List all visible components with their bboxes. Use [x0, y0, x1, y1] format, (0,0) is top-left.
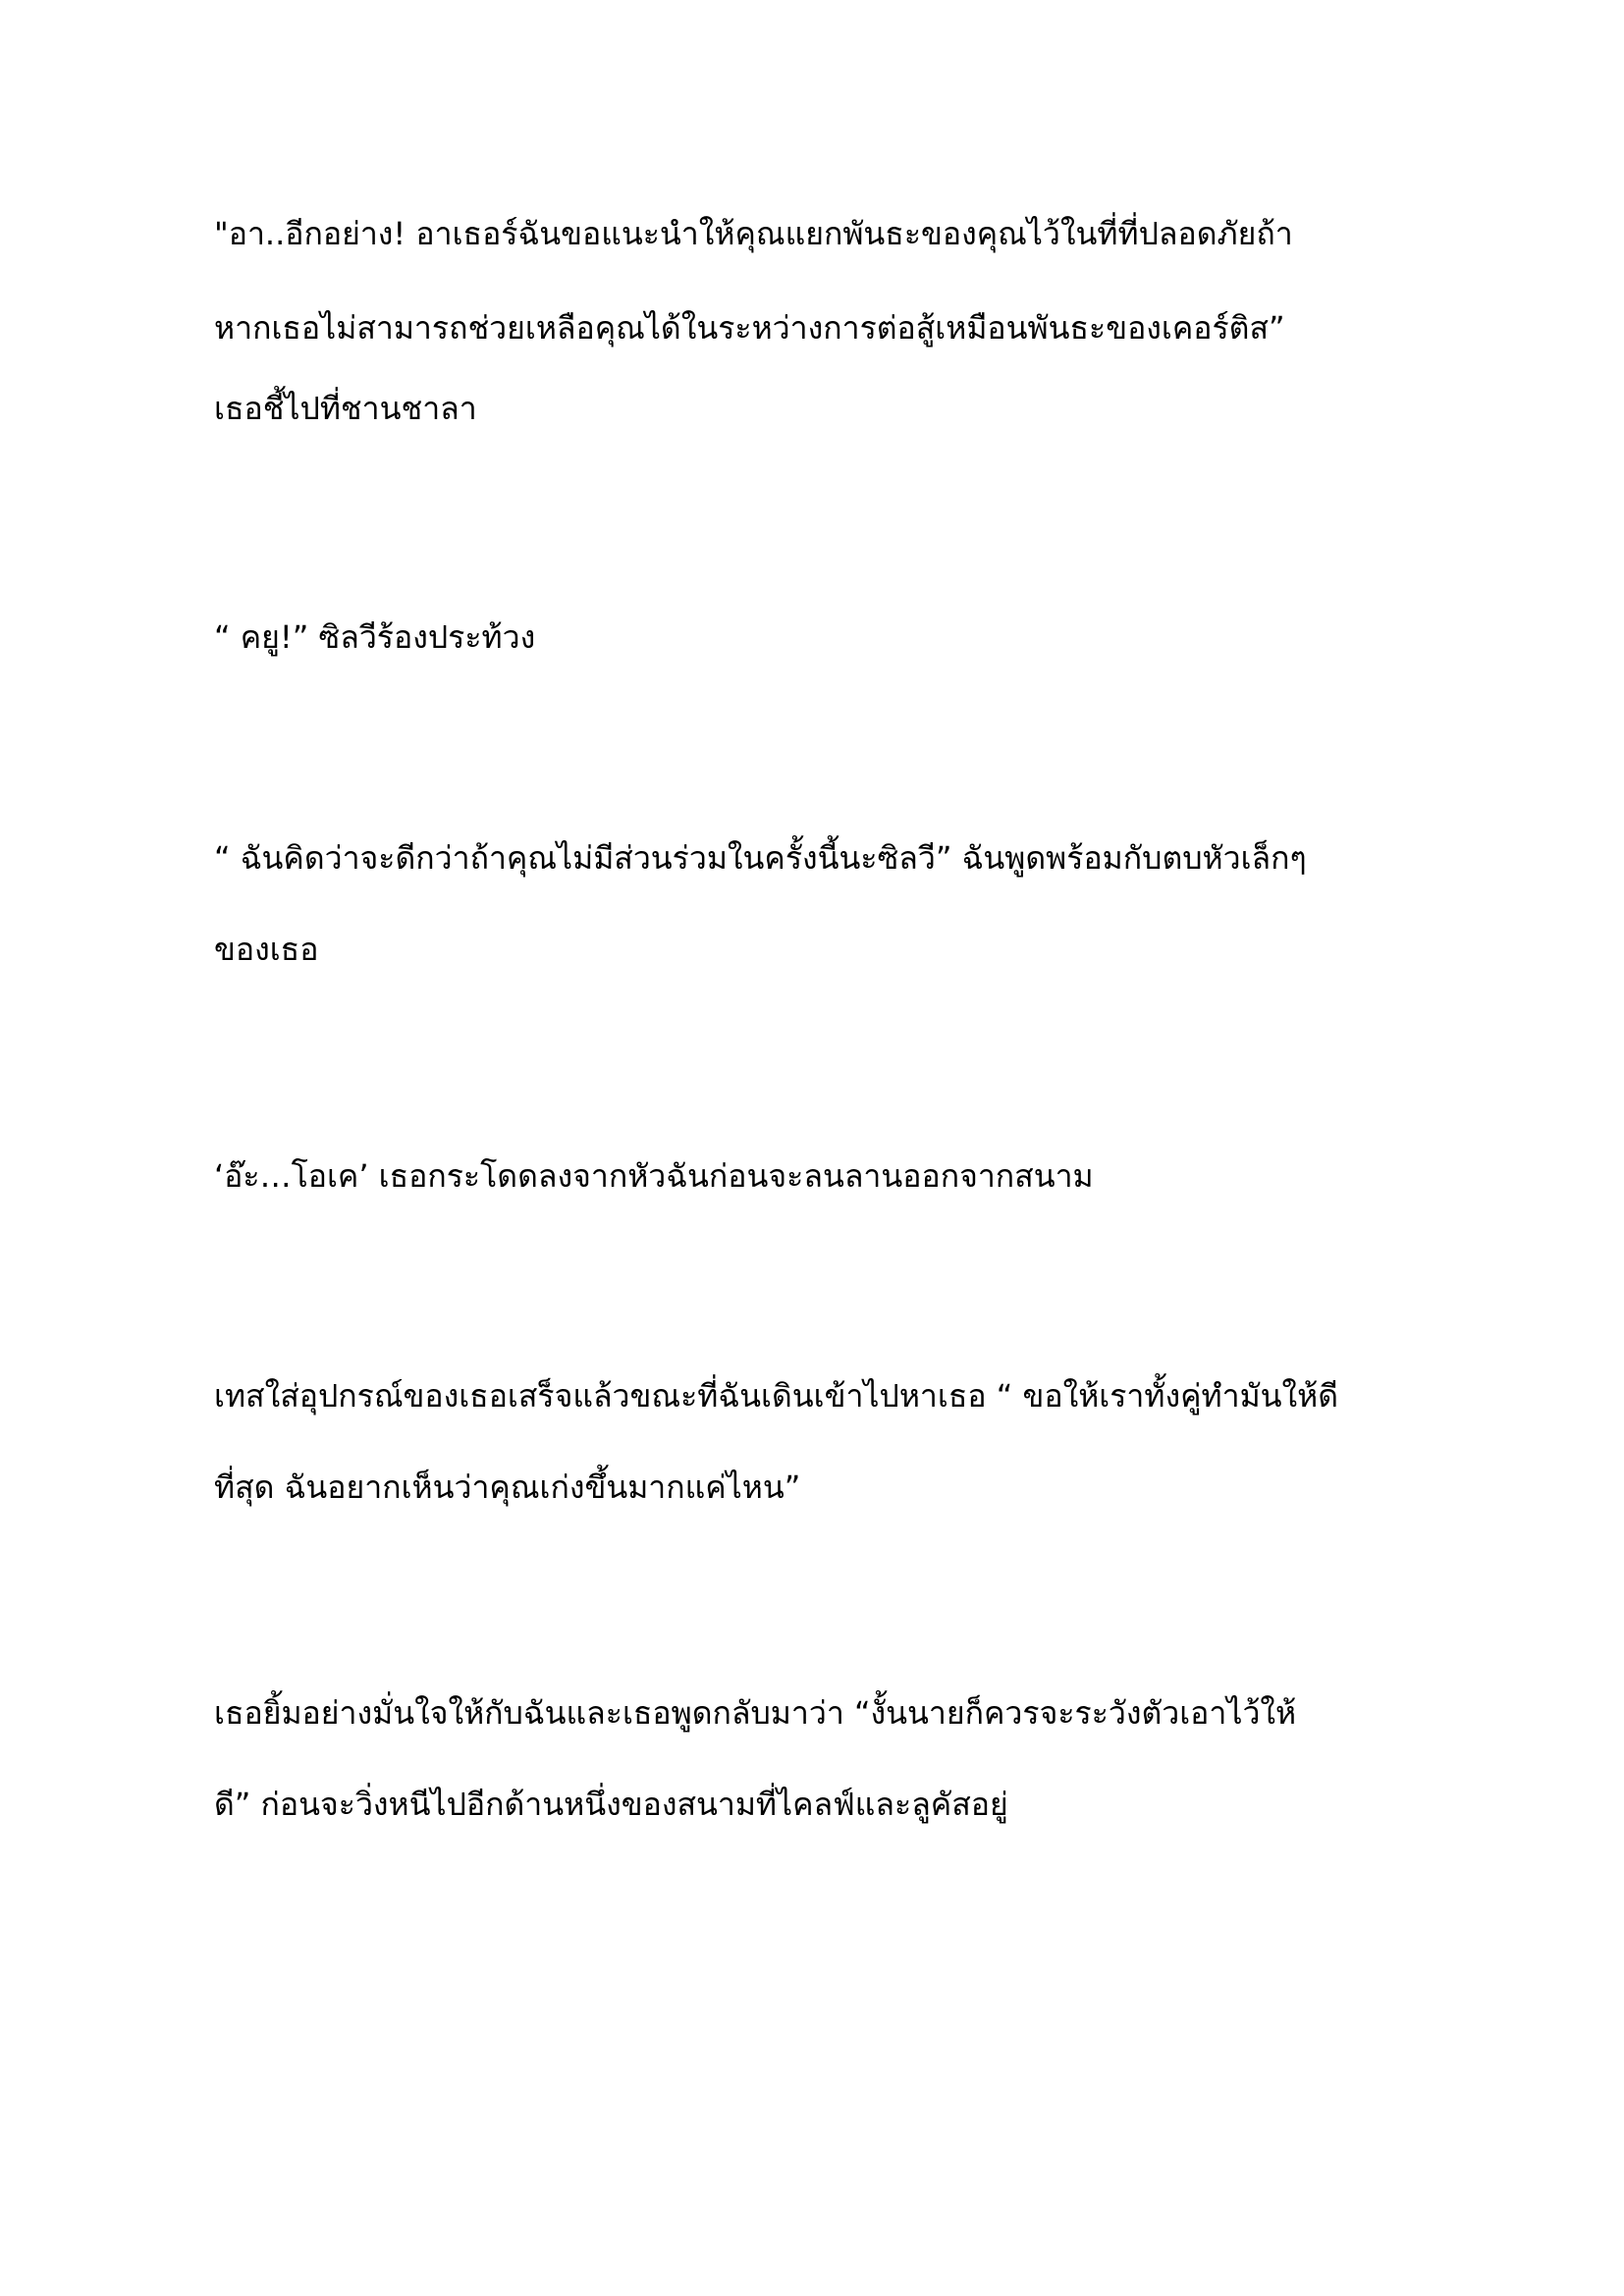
paragraph-3-line-2: ของเธอ: [214, 931, 319, 968]
paragraph-6-line-2: ดี” ก่อนจะวิ่งหนีไปอีกด้านหนึ่งของสนามที่ไคลฟ์และลูคัสอยู่: [214, 1786, 1008, 1823]
paragraph-3-line-1: “ ฉันคิดว่าจะดีกว่าถ้าคุณไม่มีส่วนร่วมในครั้งนี้นะซิลวี” ฉันพูดพร้อมกับตบหัวเล็กๆ: [214, 839, 1307, 877]
paragraph-1-line-1: "อา..อีกอย่าง! อาเธอร์ฉันขอแนะนำให้คุณแยกพันธะของคุณไว้ในที่ที่ปลอดภัยถ้า: [214, 215, 1293, 252]
paragraph-6-line-1: เธอยิ้มอย่างมั่นใจให้กับฉันและเธอพูดกลับมาว่า “งั้นนายก็ควรจะระวังตัวเอาไว้ให้: [214, 1694, 1297, 1732]
paragraph-2-line-1: “ คยู!” ซิลวีร้องประท้วง: [214, 618, 536, 656]
paragraph-5-line-2: ที่สุด ฉันอยากเห็นว่าคุณเก่งขึ้นมากแค่ไหน”: [214, 1468, 801, 1506]
paragraph-5-line-1: เทสใส่อุปกรณ์ของเธอเสร็จแล้วขณะที่ฉันเดินเข้าไปหาเธอ “ ขอให้เราทั้งคู่ทำมันให้ดี: [214, 1377, 1339, 1415]
paragraph-4-line-1: ‘อ๊ะ…โอเค’ เธอกระโดดลงจากหัวฉันก่อนจะลนลานออกจากสนาม: [214, 1157, 1094, 1195]
paragraph-1-line-2: หากเธอไม่สามารถช่วยเหลือคุณได้ในระหว่างการต่อสู้เหมือนพันธะของเคอร์ติส”: [214, 309, 1285, 347]
paragraph-1-line-3: เธอชี้ไปที่ชานชาลา: [214, 390, 477, 427]
